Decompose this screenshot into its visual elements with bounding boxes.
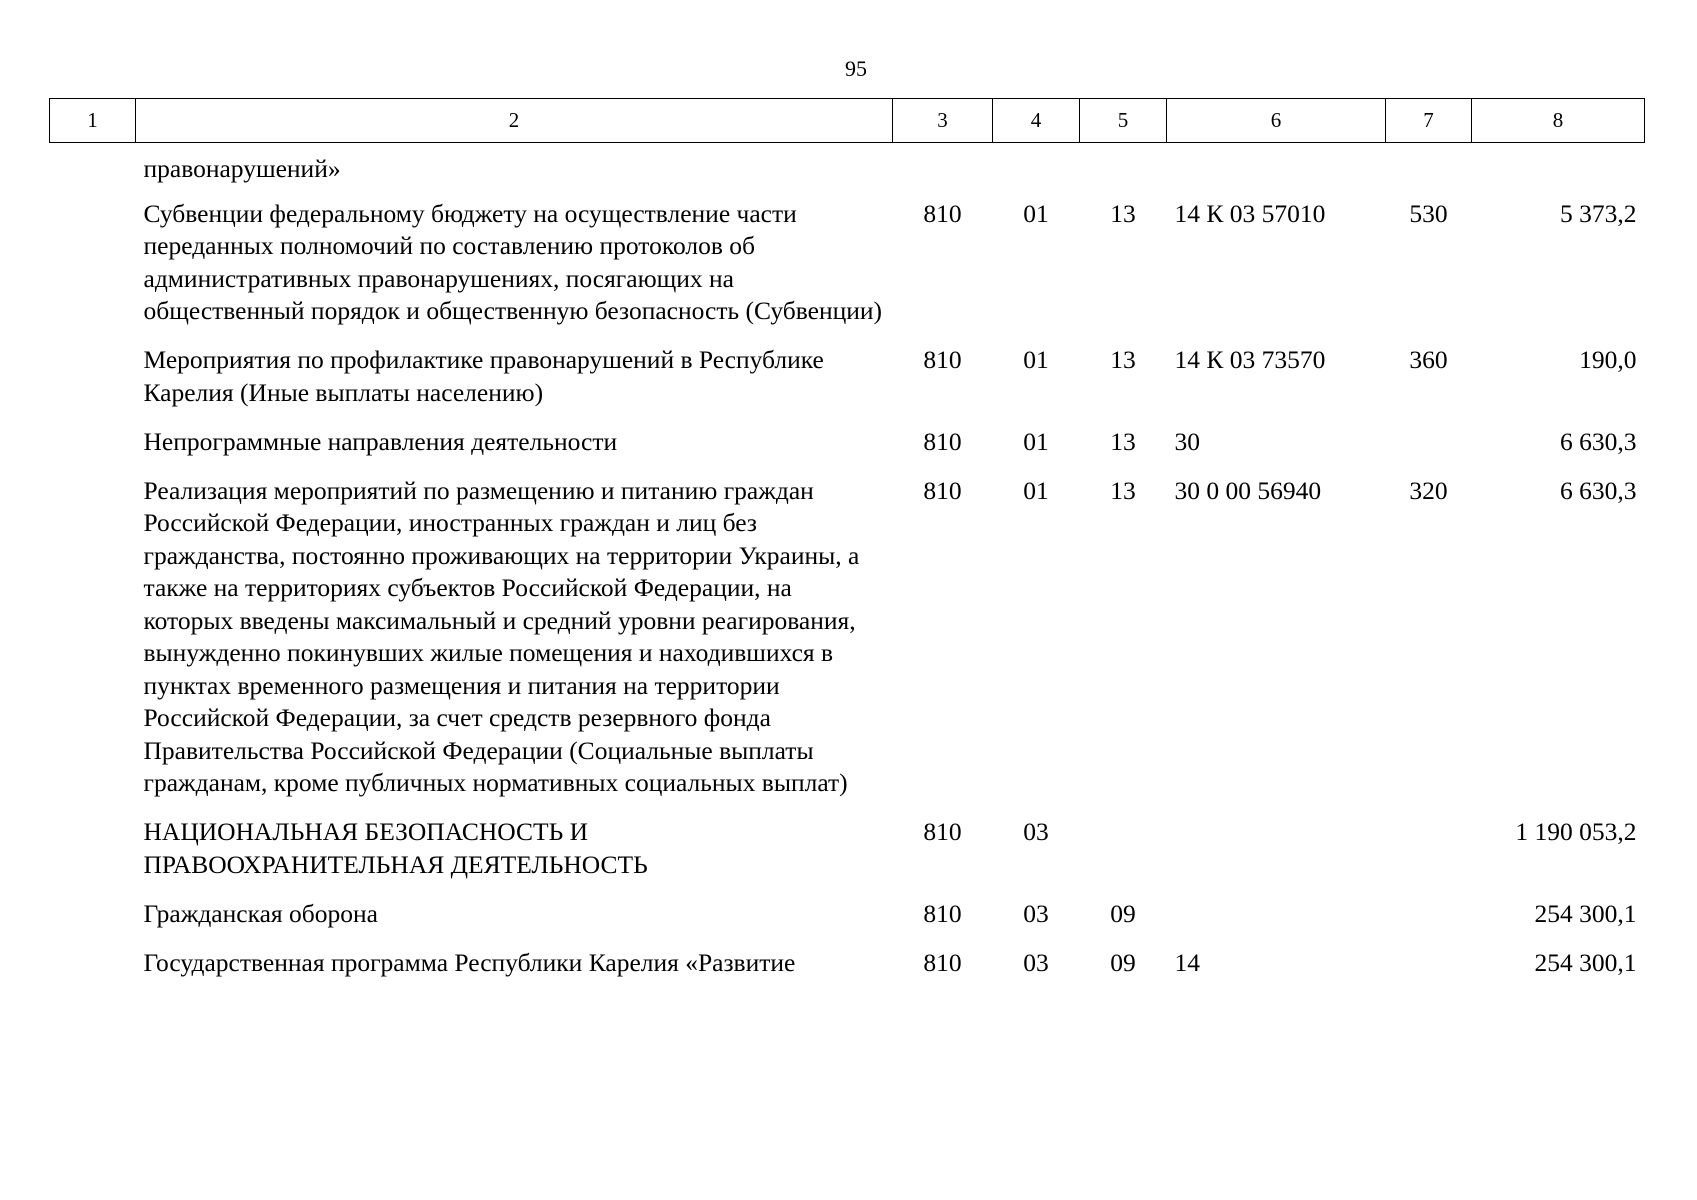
- row-rz: 01: [1023, 198, 1049, 228]
- row-number-cell: [50, 947, 136, 996]
- row-vr: [1386, 898, 1472, 947]
- row-vr: 530: [1409, 198, 1448, 228]
- row-ved: [893, 143, 993, 198]
- row-number-cell: [50, 344, 136, 426]
- row-sum: 6 630,3: [1560, 475, 1637, 505]
- row-name: Непрограммные направления деятельности: [143, 426, 618, 456]
- row-name: НАЦИОНАЛЬНАЯ БЕЗОПАСНОСТЬ И ПРАВООХРАНИТЕЛЬНАЯ ДЕЯТЕЛЬНОСТЬ: [143, 817, 648, 879]
- row-vr: 320: [1409, 475, 1448, 505]
- row-pr: [1080, 143, 1167, 198]
- table-header: [50, 99, 1645, 143]
- row-pr: 13: [1110, 345, 1136, 374]
- table-row: [50, 344, 1645, 426]
- row-sum: 254 300,1: [1534, 898, 1637, 928]
- header-row: [50, 99, 1645, 143]
- row-rz: 01: [1023, 475, 1049, 505]
- row-ved: 810: [923, 817, 962, 846]
- row-vr: 360: [1409, 345, 1448, 374]
- header-cell-1: 1: [50, 99, 136, 143]
- row-name: Мероприятия по профилактике правонарушений в Республике Карелия (Иные выплаты населению): [143, 345, 824, 407]
- row-sum: [1472, 143, 1645, 198]
- row-vr: [1386, 816, 1472, 898]
- header-cell-5: 5: [1080, 99, 1167, 143]
- row-ved: 810: [923, 475, 962, 505]
- row-number-cell: [50, 198, 136, 345]
- row-rz: [993, 143, 1080, 198]
- row-ved: 810: [923, 947, 962, 977]
- row-vr: [1386, 947, 1472, 996]
- row-number-cell: [50, 816, 136, 898]
- row-ved: 810: [923, 198, 962, 228]
- row-csr: [1167, 898, 1386, 947]
- header-cell-2: 2: [136, 99, 893, 143]
- row-sum: 6 630,3: [1560, 426, 1637, 456]
- row-pr: 13: [1110, 475, 1136, 505]
- table-row: [50, 947, 1645, 996]
- row-name: Гражданская оборона: [143, 898, 378, 928]
- header-cell-3: 3: [893, 99, 993, 143]
- header-cell-4: 4: [993, 99, 1080, 143]
- row-name: Государственная программа Республики Карелия «Развитие: [143, 947, 796, 977]
- row-rz: 01: [1023, 345, 1049, 374]
- row-sum: 5 373,2: [1560, 198, 1637, 228]
- row-name: правонарушений»: [143, 154, 341, 183]
- row-csr: 14 К 03 73570: [1174, 345, 1326, 374]
- row-pr: 09: [1110, 898, 1136, 928]
- row-ved: 810: [923, 426, 962, 456]
- budget-table: [49, 98, 1645, 996]
- header-cell-8: 8: [1472, 99, 1645, 143]
- row-ved: 810: [923, 345, 962, 374]
- table-row: [50, 198, 1645, 345]
- row-rz: 03: [1023, 817, 1049, 846]
- row-name: Субвенции федеральному бюджету на осуществление части переданных полномочий по составлению протоколов об административных правонарушениях, посягающих на общественный порядок и общественную безопасность (Субвенции): [143, 198, 883, 325]
- row-vr: [1386, 143, 1472, 198]
- row-number-cell: [50, 475, 136, 817]
- row-csr: 14: [1174, 947, 1200, 977]
- row-number-cell: [50, 898, 136, 947]
- row-pr: 13: [1110, 198, 1136, 228]
- table-row: [50, 816, 1645, 898]
- row-number-cell: [50, 426, 136, 475]
- table-row: [50, 898, 1645, 947]
- row-csr: 30 0 00 56940: [1174, 475, 1322, 505]
- row-pr: 13: [1110, 426, 1136, 456]
- row-vr: [1386, 426, 1472, 475]
- row-csr: [1167, 143, 1386, 198]
- row-pr: [1080, 816, 1167, 898]
- row-rz: 01: [1023, 426, 1049, 456]
- row-sum: 254 300,1: [1534, 947, 1637, 977]
- row-rz: 03: [1023, 947, 1049, 977]
- table-body: [50, 143, 1645, 996]
- row-csr: [1167, 816, 1386, 898]
- row-number-cell: [50, 143, 136, 198]
- row-name: Реализация мероприятий по размещению и питанию граждан Российской Федерации, иностранных граждан и лиц без гражданства, постоянно проживающих на территории Украины, а также на территориях субъектов Российской Федерации, на которых введены максимальный и средний уровни реагирования, вынужденно покинувших жилые помещения и находившихся в пунктах временного размещения и питания на территории Российской Федерации, за счет средств резервного фонда Правительства Российской Федерации (Социальные выплаты гражданам, кроме публичных нормативных социальных выплат): [143, 475, 860, 797]
- row-rz: 03: [1023, 898, 1049, 928]
- row-sum: 1 190 053,2: [1515, 817, 1637, 846]
- row-csr: 14 К 03 57010: [1174, 198, 1326, 228]
- row-ved: 810: [923, 898, 962, 928]
- table-row: [50, 143, 1645, 198]
- row-pr: 09: [1110, 947, 1136, 977]
- page-number: 95: [845, 56, 867, 81]
- header-cell-7: 7: [1386, 99, 1472, 143]
- table-row: [50, 475, 1645, 817]
- header-cell-6: 6: [1167, 99, 1386, 143]
- table-row: [50, 426, 1645, 475]
- row-sum: 190,0: [1579, 345, 1637, 374]
- row-csr: 30: [1174, 426, 1200, 456]
